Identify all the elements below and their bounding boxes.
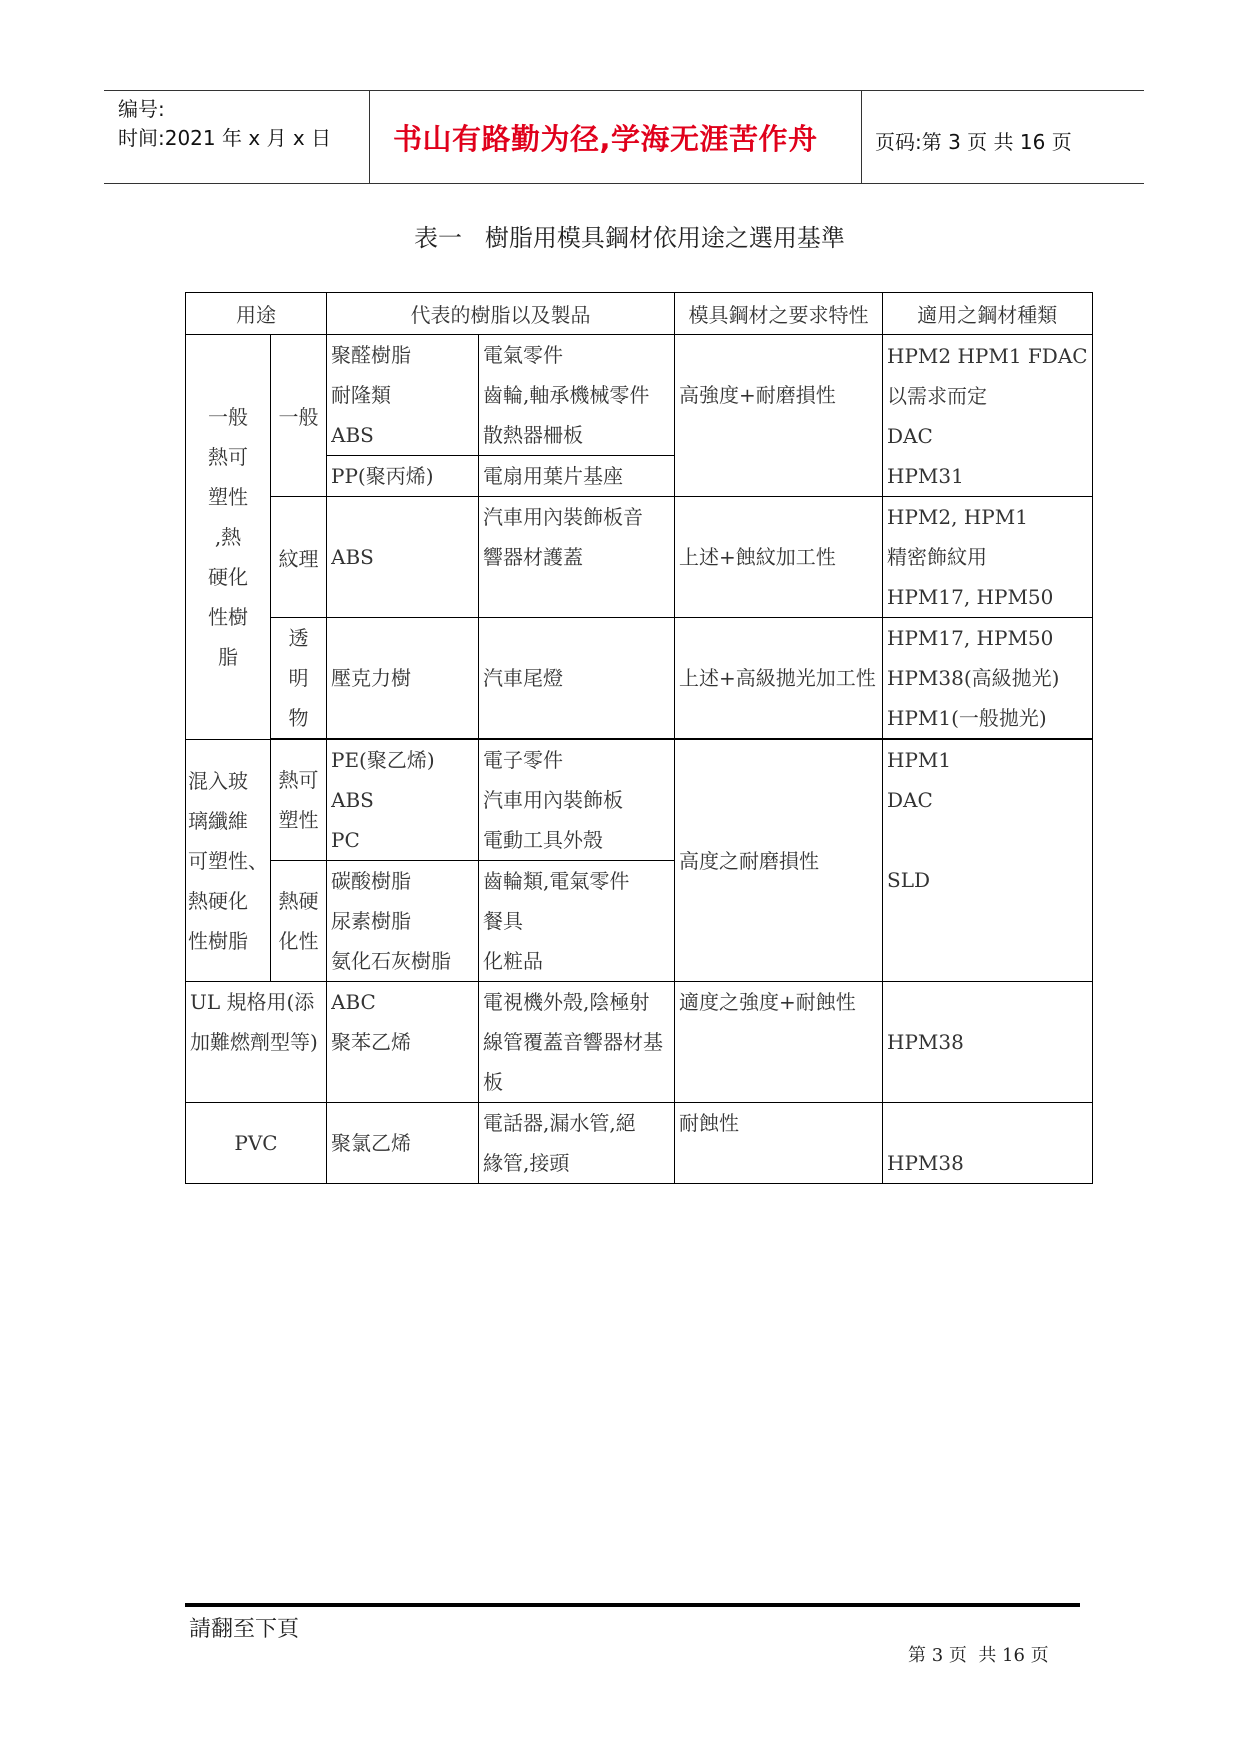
header-bottom-rule [104, 183, 1144, 184]
header-steel-types: 適用之鋼材種類 [883, 293, 1093, 335]
group1-texture-property: 上述+蝕紋加工性 [675, 497, 883, 618]
group2-thermoset-resins: 碳酸樹脂 尿素樹脂 氨化石灰樹脂 [327, 861, 479, 982]
table-row [186, 618, 1093, 739]
group1-texture-steels: HPM2, HPM1 精密飾紋用 HPM17, HPM50 [883, 497, 1093, 618]
group2-thermoset-products: 齒輪類,電氣零件 餐具 化粧品 [479, 861, 675, 982]
footer-page-number: 第 3 页 共 16 页 [908, 1645, 1049, 1666]
header-steel-properties: 模具鋼材之要求特性 [675, 293, 883, 335]
group1-general-resins: 聚醛樹脂 耐隆類 ABS [327, 335, 479, 456]
header-page-label: 页码:第 3 页 共 16 页 [875, 130, 1072, 154]
group2-steels: HPM1 DAC SLD [883, 740, 1093, 982]
footer-rule [185, 1603, 1080, 1607]
pvc-resin: 聚氯乙烯 [327, 1103, 479, 1184]
table-row [186, 740, 1093, 861]
header-resin-products: 代表的樹脂以及製品 [327, 293, 675, 335]
ul-products: 電視機外殼,陰極射 線管覆蓋音響器材基 板 [479, 982, 675, 1103]
group1-general-property: 高強度+耐磨損性 [675, 335, 883, 497]
ul-resins: ABC 聚苯乙烯 [327, 982, 479, 1103]
group2-thermoplastic-resins: PE(聚乙烯) ABS PC [327, 740, 479, 861]
group1-transparent-product: 汽車尾燈 [479, 618, 675, 739]
group1-pp-resin: PP(聚丙烯) [327, 456, 479, 497]
group2-property: 高度之耐磨損性 [675, 740, 883, 982]
group1-transparent-property: 上述+高級拋光加工性 [675, 618, 883, 739]
group1-label: 一般 熱可 塑性 ,熱 硬化 性樹 脂 [186, 335, 271, 740]
group1-pp-product: 電扇用葉片基座 [479, 456, 675, 497]
ul-steel: HPM38 [883, 982, 1093, 1103]
group2-thermoset-sub: 熱硬 化性 [271, 861, 327, 982]
pvc-use: PVC [186, 1103, 327, 1184]
group1-transparent-sub: 透 明 物 [271, 618, 327, 739]
header-number-label: 编号: [118, 97, 165, 121]
resin-steel-table [185, 292, 1093, 1184]
group1-transparent-steels: HPM17, HPM50 HPM38(高級拋光) HPM1(一般拋光) [883, 618, 1093, 739]
group2-thermoplastic-products: 電子零件 汽車用內裝飾板 電動工具外殼 [479, 740, 675, 861]
table-row [186, 497, 1093, 618]
group1-texture-sub: 紋理 [271, 497, 327, 618]
header-divider-right [861, 90, 862, 184]
group1-general-sub: 一般 [271, 335, 327, 497]
ul-property: 適度之強度+耐蝕性 [675, 982, 883, 1103]
group2-label: 混入玻 璃纖維 可塑性、 熱硬化 性樹脂 [186, 740, 271, 982]
table-row [186, 982, 1093, 1103]
ul-use: UL 規格用(添 加難燃劑型等) [186, 982, 327, 1103]
header-top-rule [104, 90, 1144, 91]
header-use: 用途 [186, 293, 327, 335]
group1-general-steels: HPM2 HPM1 FDAC 以需求而定 DAC HPM31 [883, 335, 1093, 497]
group2-thermoplastic-sub: 熱可 塑性 [271, 740, 327, 861]
header-time-label: 时间:2021 年 x 月 x 日 [118, 126, 332, 150]
table-header-row [186, 293, 1093, 335]
header-motto: 书山有路勤为径,学海无涯苦作舟 [393, 122, 818, 156]
table-row [186, 1103, 1093, 1184]
header-divider-left [369, 90, 370, 184]
group1-general-products: 電氣零件 齒輪,軸承機械零件 散熱器柵板 [479, 335, 675, 456]
footer-next-page-note: 請翻至下頁 [189, 1617, 300, 1642]
table-caption: 表一 樹脂用模具鋼材依用途之選用基準 [414, 224, 845, 252]
group1-texture-products: 汽車用內裝飾板音 響器材護蓋 [479, 497, 675, 618]
pvc-property: 耐蝕性 [675, 1103, 883, 1184]
pvc-steel: HPM38 [883, 1103, 1093, 1184]
group1-transparent-resin: 壓克力樹 [327, 618, 479, 739]
table-row [186, 335, 1093, 456]
pvc-products: 電話器,漏水管,絕 緣管,接頭 [479, 1103, 675, 1184]
group1-texture-resin: ABS [327, 497, 479, 618]
